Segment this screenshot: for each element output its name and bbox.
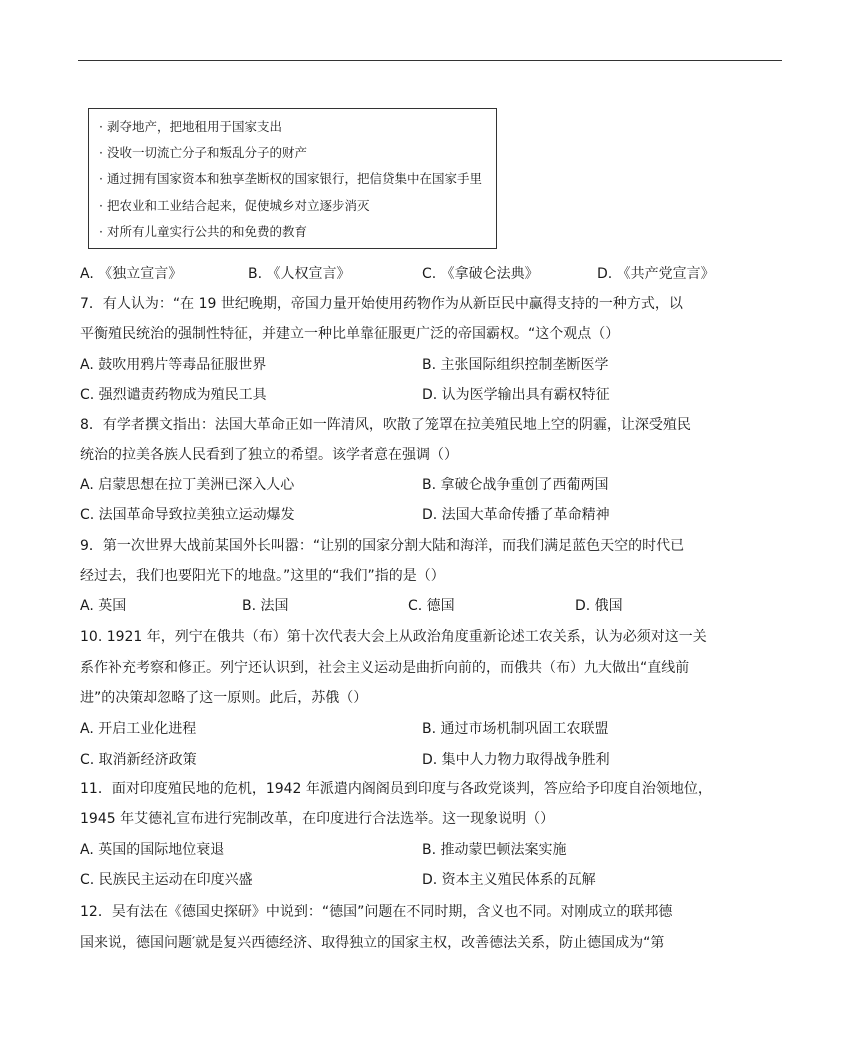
q7-option-c[interactable]: C. 强烈谴责药物成为殖民工具 [80,387,267,403]
q7-stem-line: 平衡殖民统治的强制性特征，并建立一种比单靠征服更广泛的帝国霸权。“这个观点（） [80,326,620,342]
q9-stem-line: 9．第一次世界大战前某国外长叫嚣：“让别的国家分割大陆和海洋，而我们满足蓝色天空的时代已 [80,538,685,554]
q11-stem-line: 1945 年艾德礼宣布进行宪制改革，在印度进行合法选举。这一现象说明（） [80,811,555,827]
q9-option-c[interactable]: C. 德国 [408,598,455,614]
source-material-box [88,108,497,249]
q7-stem-line: 7．有人认为：“在 19 世纪晚期，帝国力量开始使用药物作为从新臣民中赢得支持的一种方式，以 [80,296,683,312]
q6-option-c[interactable]: C. 《拿破仑法典》 [422,266,539,282]
q10-stem-line: 进”的决策却忽略了这一原则。此后，苏俄（） [80,690,368,706]
q12-stem-line: 12．吴有法在《德国史探研》中说到：“德国”问题在不同时期，含义也不同。对刚成立的联邦德 [80,904,673,920]
box-item: · 没收一切流亡分子和叛乱分子的财产 [99,145,307,160]
q8-stem-line: 统治的拉美各族人民看到了独立的希望。该学者意在强调（） [80,447,458,463]
q8-option-d[interactable]: D. 法国大革命传播了革命精神 [422,507,610,523]
q11-option-d[interactable]: D. 资本主义殖民体系的瓦解 [422,872,596,888]
q8-option-a[interactable]: A. 启蒙思想在拉丁美洲已深入人心 [80,477,295,493]
q11-option-b[interactable]: B. 推动蒙巴顿法案实施 [422,842,567,858]
box-item: · 把农业和工业结合起来，促使城乡对立逐步消灭 [99,198,370,213]
q6-option-b[interactable]: B. 《人权宣言》 [248,266,351,282]
q7-option-a[interactable]: A. 鼓吹用鸦片等毒品征服世界 [80,357,267,373]
q10-option-b[interactable]: B. 通过市场机制巩固工农联盟 [422,721,609,737]
q9-option-b[interactable]: B. 法国 [242,598,289,614]
q12-stem-line: 国来说，德国问题′就是复兴西德经济、取得独立的国家主权，改善德法关系，防止德国成为“第 [80,935,665,951]
box-item: · 通过拥有国家资本和独享垄断权的国家银行，把信贷集中在国家手里 [99,171,482,186]
q8-stem-line: 8．有学者撰文指出：法国大革命正如一阵清风，吹散了笼罩在拉美殖民地上空的阴霾，让深受殖民 [80,417,691,433]
q10-option-d[interactable]: D. 集中人力物力取得战争胜利 [422,752,610,768]
box-item: · 剥夺地产，把地租用于国家支出 [99,119,282,134]
q6-option-d[interactable]: D. 《共产党宣言》 [597,266,715,282]
q11-stem-line: 11．面对印度殖民地的危机，1942 年派遣内阁阁员到印度与各政党谈判，答应给予印度自治领地位， [80,781,712,797]
box-item: · 对所有儿童实行公共的和免费的教育 [99,224,307,239]
q9-option-d[interactable]: D. 俄国 [575,598,623,614]
q10-stem-line: 10. 1921 年，列宁在俄共（布）第十次代表大会上从政治角度重新论述工农关系，认为必须对这一关 [80,629,707,645]
q7-option-d[interactable]: D. 认为医学输出具有霸权特征 [422,387,610,403]
q6-option-a[interactable]: A. 《独立宣言》 [80,266,183,282]
q10-option-a[interactable]: A. 开启工业化进程 [80,721,197,737]
q9-stem-line: 经过去，我们也要阳光下的地盘。”这里的“我们”指的是（） [80,568,445,584]
q11-option-a[interactable]: A. 英国的国际地位衰退 [80,842,225,858]
q8-option-c[interactable]: C. 法国革命导致拉美独立运动爆发 [80,507,295,523]
q10-option-c[interactable]: C. 取消新经济政策 [80,752,197,768]
q10-stem-line: 系作补充考察和修正。列宁还认识到，社会主义运动是曲折向前的，而俄共（布）九大做出“直线前 [80,660,690,676]
q9-option-a[interactable]: A. 英国 [80,598,127,614]
q8-option-b[interactable]: B. 拿破仑战争重创了西葡两国 [422,477,609,493]
q7-option-b[interactable]: B. 主张国际组织控制垄断医学 [422,357,609,373]
q11-option-c[interactable]: C. 民族民主运动在印度兴盛 [80,872,253,888]
header-rule [78,60,782,61]
